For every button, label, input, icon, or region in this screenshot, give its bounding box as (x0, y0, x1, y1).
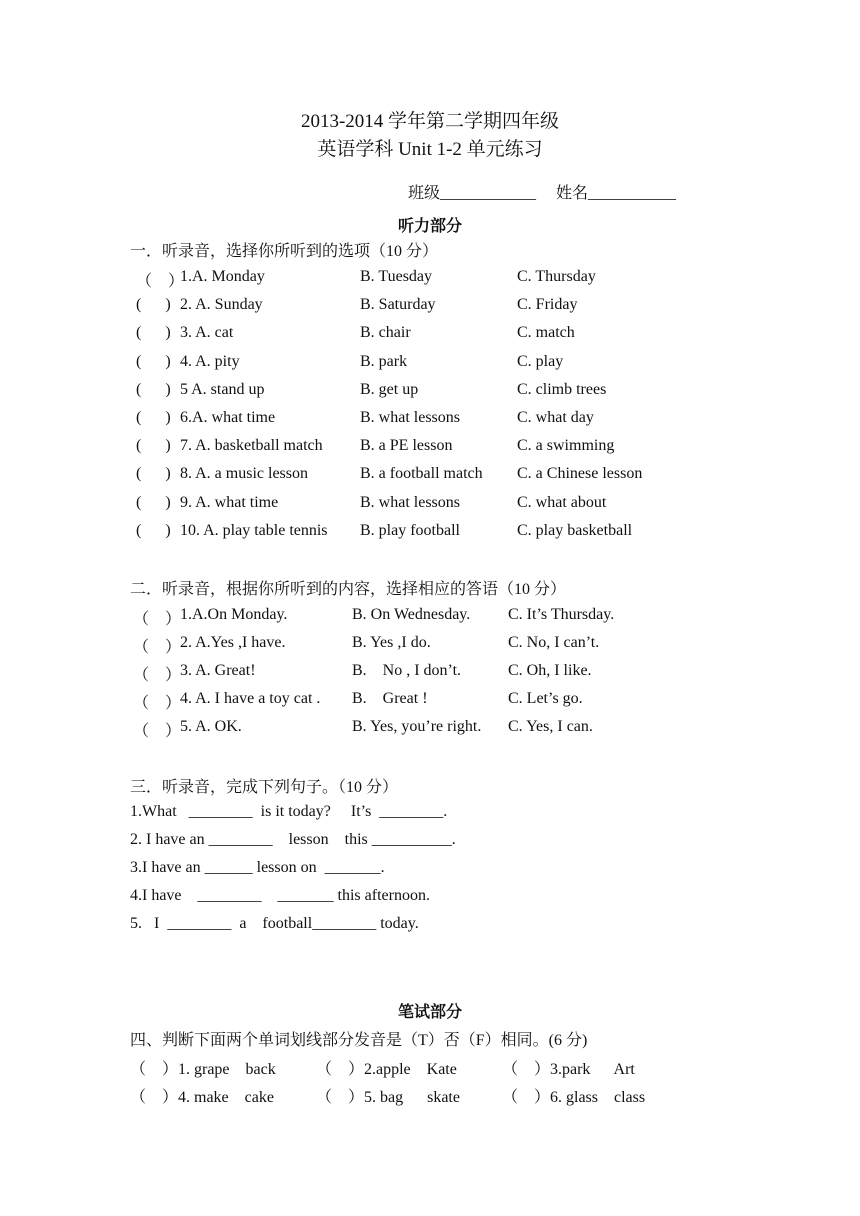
part1-q2-paren: ( ) (136, 296, 171, 314)
part1-q4-paren: ( ) (136, 352, 171, 370)
class-label: 班级 (408, 185, 441, 202)
part1-q2-c: C. Friday (517, 296, 578, 314)
part1-q5-a: 5 A. stand up (180, 380, 265, 398)
part1-q1-c: C. Thursday (517, 268, 596, 285)
part3-line-5: 5. I ________ a football________ today. (130, 915, 419, 932)
class-field (400, 162, 536, 203)
part1-q3-b: B. chair (360, 324, 411, 342)
part3-title: 三．听录音，完成下列句子。（10 分） (130, 779, 399, 796)
part2-q4-a: 4. A. I have a toy cat . (180, 690, 321, 707)
part4-q3: （ ）3.park Art (502, 1061, 635, 1078)
part2-title: 二．听录音，根据你所听到的内容，选择相应的答语（10 分） (130, 581, 567, 598)
part2-q4-paren: （ ） (133, 695, 182, 712)
part1-q9-a: 9. A. what time (180, 493, 279, 511)
part2-q5-a: 5. A. OK. (180, 718, 242, 735)
page-title-line1: 2013-2014 学年第二学期四年级 (300, 111, 560, 132)
part2-q2-b: B. Yes ,I do. (352, 634, 431, 651)
part1-q2-a: 2. A. Sunday (180, 296, 263, 314)
part1-q9-c: C. what about (517, 493, 607, 511)
part1-q10-c: C. play basketball (517, 521, 633, 539)
part1-q5-c: C. climb trees (517, 380, 607, 398)
part1-q7-paren: ( ) (136, 437, 171, 455)
part1-q3-a: 3. A. cat (180, 324, 234, 342)
name-label: 姓名 (556, 185, 589, 202)
part2-q2-c: C. No, I can’t. (508, 634, 600, 651)
part2-q3-paren: （ ） (133, 667, 182, 684)
part3-line-3: 3.I have an ______ lesson on _______. (130, 859, 385, 876)
part1-q4-c: C. play (517, 352, 564, 370)
part1-q1-paren: （ ） (136, 273, 185, 290)
part2-q1-c: C. It’s Thursday. (508, 606, 615, 623)
part4-q5: （ ）5. bag skate (316, 1089, 460, 1106)
part1-q7-a: 7. A. basketball match (180, 437, 323, 455)
part2-q1-b: B. On Wednesday. (352, 606, 471, 623)
part1-q6-c: C. what day (517, 409, 594, 426)
part2-q3-b: B. No , I don’t. (352, 662, 462, 679)
part2-q5-paren: （ ） (133, 723, 182, 740)
part1-q4-b: B. park (360, 352, 408, 370)
part2-q1-a: 1.A.On Monday. (180, 606, 288, 623)
part1-q10-b: B. play football (360, 521, 460, 539)
part1-q3-c: C. match (517, 324, 575, 342)
part1-q3-paren: ( ) (136, 324, 171, 342)
part2-q1-paren: （ ） (133, 611, 182, 628)
part2-q4-b: B. Great ! (352, 690, 428, 707)
part2-q2-paren: （ ） (133, 639, 182, 656)
part4-q2: （ ）2.apple Kate (316, 1061, 457, 1078)
part1-q8-c: C. a Chinese lesson (517, 465, 643, 483)
part1-q10-paren: ( ) (136, 521, 171, 539)
part1-q9-b: B. what lessons (360, 493, 460, 511)
part3-line-2: 2. I have an ________ lesson this __________. (130, 831, 456, 848)
part2-q5-b: B. Yes, you’re right. (352, 718, 482, 735)
part1-q2-b: B. Saturday (360, 296, 436, 314)
part4-q1: （ ）1. grape back (130, 1061, 276, 1078)
part2-q3-a: 3. A. Great! (180, 662, 256, 679)
part1-q4-a: 4. A. pity (180, 352, 240, 370)
part4-title: 四、判断下面两个单词划线部分发音是（T）否（F）相同。(6 分) (130, 1032, 588, 1049)
part2-q3-c: C. Oh, I like. (508, 662, 592, 679)
part4-q6: （ ）6. glass class (502, 1089, 646, 1106)
part3-line-1: 1.What ________ is it today? It’s ________. (130, 803, 448, 820)
part1-title: 一．听录音，选择你所听到的选项（10 分） (130, 243, 439, 260)
part1-q8-paren: ( ) (136, 465, 171, 483)
part1-q8-b: B. a football match (360, 465, 483, 483)
part2-q4-c: C. Let’s go. (508, 690, 583, 707)
part1-q7-c: C. a swimming (517, 437, 615, 455)
part1-q10-a: 10. A. play table tennis (180, 521, 328, 539)
part1-q9-paren: ( ) (136, 493, 171, 511)
page-title-line2: 英语学科 Unit 1-2 单元练习 (317, 139, 543, 160)
part1-q1-a: 1.A. Monday (180, 268, 265, 285)
part1-q6-b: B. what lessons (360, 409, 460, 426)
class-blank: ____________ (440, 185, 537, 202)
name-field (548, 162, 676, 203)
part1-q5-b: B. get up (360, 380, 419, 398)
part1-q7-b: B. a PE lesson (360, 437, 453, 455)
part1-q6-paren: ( ) (136, 409, 171, 426)
part1-q1-b: B. Tuesday (360, 268, 433, 285)
part1-q8-a: 8. A. a music lesson (180, 465, 308, 483)
part4-q4: （ ）4. make cake (130, 1089, 274, 1106)
listening-heading: 听力部分 (397, 218, 462, 235)
part1-q5-paren: ( ) (136, 380, 171, 398)
name-blank: ___________ (588, 185, 677, 202)
part3-line-4: 4.I have ________ _______ this afternoon. (130, 887, 430, 904)
written-heading: 笔试部分 (397, 1004, 462, 1021)
part2-q2-a: 2. A.Yes ,I have. (180, 634, 286, 651)
part1-q6-a: 6.A. what time (180, 409, 276, 426)
part2-q5-c: C. Yes, I can. (508, 718, 593, 735)
